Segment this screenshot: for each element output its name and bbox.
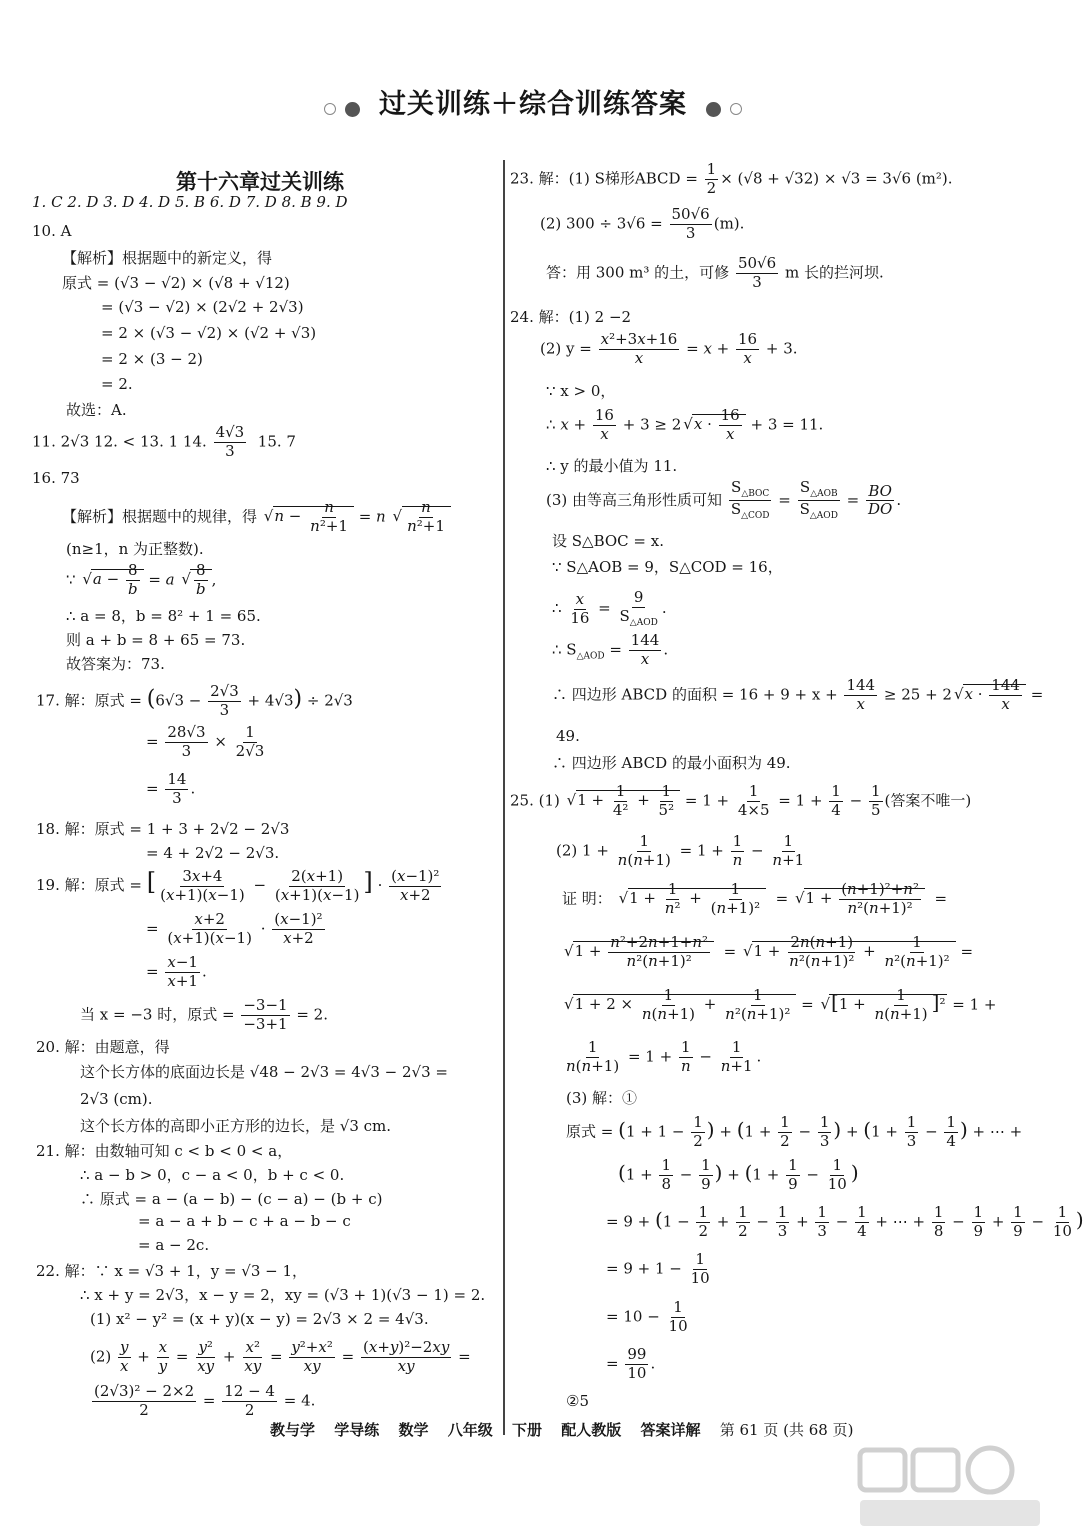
q24-line6: (3) 由等高三角形性质可知 $\frac{S_{\triangle BOC}}{S_{\triangle COD}}$ = $\frac{S_{\triangle AOB}}{S_{\triangle AOD}}$ = $\frac{BO}{DO}$ . [546, 478, 902, 522]
q24-line13: ∴ 四边形 ABCD 的最小面积为 49. [552, 754, 791, 772]
q24-line8: ∵ S△AOB = 9，S△COD = 16， [552, 558, 783, 576]
footer-item: 教与学 [270, 1421, 316, 1439]
q23-line1: 23. 解：(1) S梯形ABCD = $\frac{1}{2}$ × (√8 + √32) × √3 = 3√6 (m²). [510, 160, 953, 197]
decorative-dot-icon [706, 102, 721, 117]
q20-line1: 20. 解：由题意，得 [36, 1038, 170, 1056]
q25-proof-label: 证 明： [562, 889, 612, 908]
q24-part3: (3) 由等高三角形性质可知 [546, 490, 723, 509]
q24-line7: 设 S△BOC = x. [552, 532, 664, 550]
q25-note: (答案不唯一) [884, 791, 972, 810]
formula: √ $\frac{n}{\text{n²+1}}$ [391, 500, 451, 535]
q20-line3: 2√3 (cm). [80, 1090, 153, 1108]
q16-analysis-text: 【解析】根据题中的规律，得 [62, 507, 258, 526]
q18-line2: = 4 + 2√2 − 2√3. [146, 844, 280, 862]
fraction-num: 4√3 [215, 423, 245, 441]
q21-line3: ∴ 原式 = a − (a − b) − (c − a) − (b + c) [80, 1190, 383, 1208]
q25-proof3: √ 1 + 2 × $\frac{1}{n(n+1)}$ + $\frac{1}{\text{n²(n+1)²}}$ = √ [1 + $\frac{1}{n(n+1)}$ ]² = 1 + [562, 988, 996, 1023]
decorative-dot-icon [345, 102, 360, 117]
q25-sum3: = 9 + (1 − $\frac{1}{2}$ + $\frac{1}{2}$ − $\frac{1}{3}$ + $\frac{1}{3}$ − $\frac{1}{4}$ + ⋯ + $\frac{1}{8}$ − $\frac{1}{9}$ + $\frac{1}{9}$ − $\frac{1}{10}$ ) [606, 1203, 1084, 1240]
q25-part2: (2) [556, 841, 578, 860]
q25-proof4: $\frac{1}{n(n+1)}$ = 1 + $\frac{1}{n}$ − $\frac{1}{n+1}$ . [566, 1038, 762, 1075]
q16-condition: (n≥1，n 为正整数). [66, 540, 204, 558]
q19-line4: 当 x = −3 时，原式 = $\frac{-3-1}{-3+1}$ = 2. [80, 996, 328, 1033]
q25-proof2: √ 1 + $\frac{\text{n²+2n+1+n²}}{\text{n²(n+1)²}}$ = √ 1 + $\frac{2n(n+1)}{\text{n²(n+1)²}}$ + $\frac{1}{\text{n²(n+1)²}}$ = [562, 935, 973, 970]
decorative-dot-icon [730, 103, 742, 115]
q19-label: 19. 解：原式 = [36, 876, 142, 894]
q11-14-text: 11. 2√3 12. < 13. 1 14. [32, 432, 207, 451]
q20-line2: 这个长方体的底面边长是 √48 − 2√3 = 4√3 − 2√3 = [80, 1063, 448, 1081]
q25-sum-label: 原式 = [566, 1122, 614, 1141]
fraction-den: 3 [225, 441, 235, 460]
q17-line2: = $\frac{28√3}{3}$ × $\frac{1}{2√3}$ [146, 723, 265, 760]
q16-step: ∴ a = 8，b = 8² + 1 = 65. [66, 607, 261, 625]
mc-answers: 1. C 2. D 3. D 4. D 5. B 6. D 7. D 8. B 9. D [32, 193, 348, 211]
q22-line4: (2) $\frac{y}{x}$ + $\frac{x}{y}$ = $\frac{\text{y²}}{xy}$ + $\frac{\text{x²}}{xy}$ = $\frac{\text{y²+x²}}{xy}$ = $\frac{\text{(x+y)²−2xy}}{xy}$ = [90, 1338, 471, 1375]
q25-label: 25. (1) [510, 791, 560, 810]
column-divider [503, 160, 505, 1435]
q21-line4: = a − a + b − c + a − b − c [138, 1212, 351, 1230]
footer-item: 数学 [398, 1421, 429, 1439]
q19-line1: 19. 解：原式 = [ $\frac{3x+4}{(x+1)(x-1)}$ − $\frac{2(x+1)}{(x+1)(x-1)}$ ] · $\frac{\text{(x−1)²}}{x+2}$ [36, 866, 440, 904]
q25-sum6: = $\frac{99}{10}$ . [606, 1345, 656, 1382]
footer-item: 下册 [512, 1421, 543, 1439]
watermark-logo-icon [855, 1445, 1045, 1530]
q10-step: = 2 × (√3 − √2) × (√2 + √3) [101, 324, 317, 342]
q23-line3: 答：用 300 m³ 的土，可修 $\frac{50√6}{3}$ m 长的拦河坝. [546, 254, 884, 291]
q19-line3: = $\frac{x-1}{x+1}$ . [146, 953, 207, 990]
q23-unit: (m). [713, 214, 745, 233]
formula: √ n − $\frac{n}{\text{n²+1}}$ [262, 500, 354, 535]
q19-substitute: 当 x = −3 时，原式 = [80, 1005, 235, 1024]
q15-text: 15. 7 [257, 432, 296, 451]
q16-formula: ∵ √ a − $\frac{8}{b}$ = a √ $\frac{8}{b}$ , [66, 563, 216, 598]
page-footer [270, 1419, 867, 1440]
q16-answer: 16. 73 [32, 469, 80, 487]
q24-line1: 24. 解：(1) 2 −2 [510, 308, 632, 326]
q10-analysis: 【解析】根据题中的新定义，得 [62, 249, 273, 267]
q18-line1: 18. 解：原式 = 1 + 3 + 2√2 − 2√3 [36, 820, 290, 838]
q23-answer: 答：用 300 m³ 的土，可修 [546, 263, 730, 282]
q24-line4: ∴ x + $\frac{16}{x}$ + 3 ≥ 2√ x · $\frac{16}{x}$ + 3 = 11. [546, 408, 823, 443]
q23-answer-tail: m 长的拦河坝. [784, 263, 884, 282]
q25-sum2: (1 + $\frac{1}{8}$ − $\frac{1}{9}$ ) + (1 + $\frac{1}{9}$ − $\frac{1}{10}$ ) [618, 1156, 859, 1193]
q22-line2: ∴ x + y = 2√3，x − y = 2，xy = (√3 + 1)(√3 − 1) = 2. [80, 1286, 486, 1304]
footer-item: 答案详解 [640, 1421, 701, 1439]
q25-sum5: = 10 − $\frac{1}{10}$ [606, 1298, 688, 1335]
page-number: 第 61 页 (共 68 页) [719, 1421, 854, 1439]
q16-step: 故答案为：73. [66, 655, 165, 673]
q24-line2: (2) y = $\frac{\text{x²+3x+16}}{x}$ = x + $\frac{16}{x}$ + 3. [540, 330, 798, 367]
footer-item: 配人教版 [561, 1421, 622, 1439]
q24-line12: 49. [556, 727, 580, 745]
q10-answer: 10. A [32, 222, 72, 240]
q22-line1: 22. 解：∵ x = √3 + 1，y = √3 − 1， [36, 1262, 308, 1280]
q10-step: = 2. [101, 375, 133, 393]
q17-line3: = $\frac{14}{3}$ . [146, 770, 196, 807]
q23-line2: (2) 300 ÷ 3√6 = $\frac{50√6}{3}$ (m). [540, 205, 745, 242]
q24-line10: ∴ $S_{\triangle AOD}$ = $\frac{144}{x}$ . [552, 631, 669, 668]
q24-label: (2) y = [540, 339, 592, 358]
page-header [0, 82, 1066, 121]
footer-item: 八年级 [447, 1421, 493, 1439]
q24-line11: ∴ 四边形 ABCD 的面积 = 16 + 9 + x + $\frac{144}{x}$ ≥ 25 + 2√ x · $\frac{144}{x}$ = [552, 678, 1043, 713]
q19-line2: = $\frac{x+2}{(x+1)(x-1)}$ · $\frac{\text{(x−1)²}}{x+2}$ [146, 910, 323, 947]
q24-area: ∴ 四边形 ABCD 的面积 = 16 + 9 + x + [552, 685, 838, 704]
page-title: 过关训练＋综合训练答案 [379, 89, 687, 120]
q21-line5: = a − 2c. [138, 1236, 210, 1254]
q25-sum4: = 9 + 1 − $\frac{1}{10}$ [606, 1250, 710, 1287]
q22-line5: $\frac{\text{(2√3)² − 2×2}}{2}$ = $\frac{12 - 4}{2}$ = 4. [94, 1382, 316, 1419]
q25-line1: 25. (1) √ 1 + $\frac{1}{\text{4²}}$ + $\frac{1}{\text{5²}}$ = 1 + $\frac{1}{4\times 5}$ = 1 + $\frac{1}{4}$ − $\frac{1}{5}$ (答案不唯一) [510, 784, 971, 819]
q24-line9: ∴ $\frac{x}{16}$ = $\frac{9}{S_{\triangle AOD}}$ . [552, 588, 667, 628]
q17-label: 17. 解：原式 = [36, 691, 142, 710]
q20-line4: 这个长方体的高即小正方形的边长，是 √3 cm. [80, 1117, 392, 1135]
q16-analysis: 【解析】根据题中的规律，得 √ n − $\frac{n}{\text{n²+1}}$ = n √ $\frac{n}{\text{n²+1}}$ [62, 500, 451, 535]
q25-line2: (2) 1 + $\frac{1}{n(n+1)}$ = 1 + $\frac{1}{n}$ − $\frac{1}{n+1}$ [556, 832, 805, 869]
q22-line3: (1) x² − y² = (x + y)(x − y) = 2√3 × 2 = 4√3. [90, 1310, 429, 1328]
q23-text: × (√8 + √32) × √3 = 3√6 (m²). [720, 169, 953, 188]
q23-label: 23. 解：(1) S梯形ABCD = [510, 169, 698, 188]
q25-sum1: 原式 = (1 + 1 − $\frac{1}{2}$ ) + (1 + $\frac{1}{2}$ − $\frac{1}{3}$ ) + (1 + $\frac{1}{3}$ − $\frac{1}{4}$ ) + ⋯ + [566, 1113, 1023, 1150]
footer-item: 学导练 [334, 1421, 380, 1439]
q25-proof1: 证 明： √ 1 + $\frac{1}{\text{n²}}$ + $\frac{1}{\text{(n+1)²}}$ = √ 1 + $\frac{\text{(n+1)²+n²}}{\text{n²(n+1)²}}$ = [562, 882, 947, 917]
decorative-dot-icon [324, 103, 336, 115]
q10-conclusion: 故选：A. [66, 401, 127, 419]
q24-line3: ∵ x > 0， [546, 382, 616, 400]
fraction [214, 425, 247, 460]
q10-step: = (√3 − √2) × (2√2 + 2√3) [101, 298, 304, 316]
q21-line2: ∴ a − b > 0，c − a < 0，b + c < 0. [80, 1166, 345, 1184]
q16-step: 则 a + b = 8 + 65 = 73. [66, 631, 246, 649]
q22-part2-label: (2) [90, 1347, 112, 1366]
q10-step: = 2 × (3 − 2) [101, 350, 203, 368]
q17-line1: 17. 解：原式 = (6√3 − $\frac{2√3}{3}$ + 4√3) ÷ 2√3 [36, 682, 353, 719]
q25-part3b: ②5 [566, 1392, 589, 1410]
q24-line5: ∴ y 的最小值为 11. [546, 457, 678, 475]
chapter-title: 第十六章过关训练 [176, 169, 344, 194]
q21-line1: 21. 解：由数轴可知 c < b < 0 < a， [36, 1142, 293, 1160]
q11-15-answers [32, 425, 296, 460]
q10-step: 原式 = (√3 − √2) × (√8 + √12) [62, 274, 290, 292]
q23-text: (2) 300 ÷ 3√6 = [540, 214, 663, 233]
q25-part3: (3) 解：① [566, 1089, 638, 1107]
